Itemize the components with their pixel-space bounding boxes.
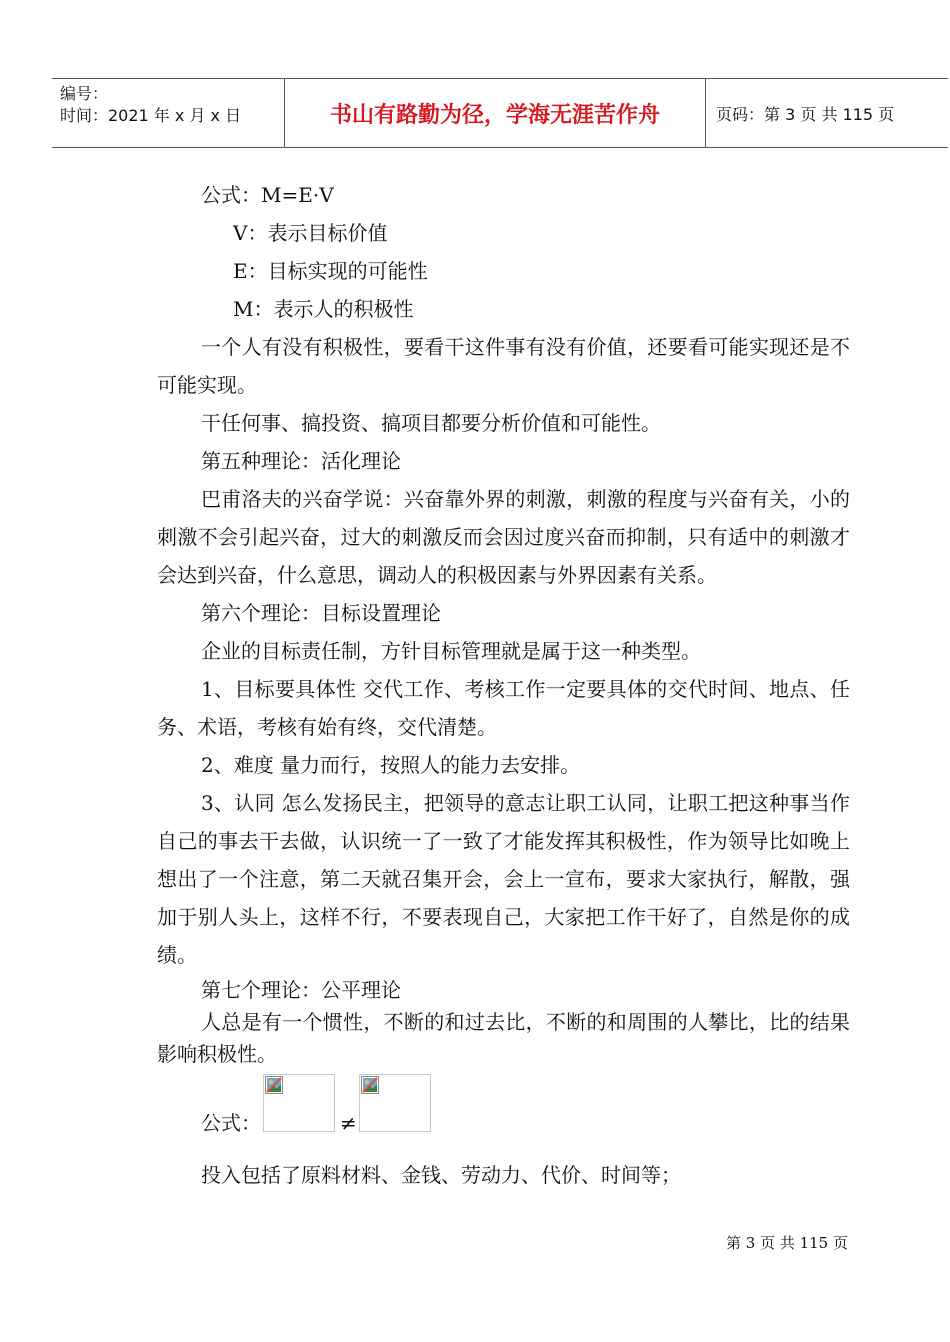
header-motto: 书山有路勤为径，学海无涯苦作舟	[285, 79, 706, 147]
formula-image-placeholder	[263, 1074, 335, 1132]
list-item: 1、目标要具体性 交代工作、考核工作一定要具体的交代时间、地点、任务、术语，考核有始有终，交代清楚。	[157, 677, 850, 739]
header-meta	[52, 79, 285, 147]
paragraph: 企业的目标责任制，方针目标管理就是属于这一种类型。	[201, 639, 701, 663]
formula-mev: 公式：M=E·V	[201, 183, 334, 207]
section-heading: 第五种理论：活化理论	[201, 449, 401, 473]
formula-def-e: E：目标实现的可能性	[233, 259, 428, 283]
paragraph: 干任何事、搞投资、搞项目都要分析价值和可能性。	[201, 411, 661, 435]
list-item: 3、认同 怎么发扬民主，把领导的意志让职工认同，让职工把这种事当作自己的事去干去做，认识统一了一致了才能发挥其积极性，作为领导比如晚上想出了一个注意，第二天就召集开会，会上一宣布，要求大家执行，解散，强加于别人头上，这样不行，不要表现自己，大家把工作干好了，自然是你的成绩。	[157, 791, 850, 967]
document-time-label: 时间：2021 年 x 月 x 日	[60, 106, 242, 125]
broken-image-icon	[361, 1076, 379, 1094]
page-header	[52, 78, 948, 148]
list-item: 2、难度 量力而行，按照人的能力去安排。	[201, 753, 581, 777]
document-body	[157, 176, 850, 1194]
formula-def-v: V：表示目标价值	[233, 221, 388, 245]
header-page-info: 页码：第 3 页 共 115 页	[716, 104, 895, 124]
paragraph: 巴甫洛夫的兴奋学说：兴奋靠外界的刺激，刺激的程度与兴奋有关，小的刺激不会引起兴奋，过大的刺激反而会因过度兴奋而抑制，只有适中的刺激才会达到兴奋，什么意思，调动人的积极因素与外界因素有关系。	[157, 487, 850, 587]
paragraph: 投入包括了原料材料、金钱、劳动力、代价、时间等；	[201, 1163, 681, 1187]
document-number-label: 编号：	[60, 84, 109, 103]
page-footer: 第 3 页 共 115 页	[725, 1234, 848, 1252]
fairness-formula	[201, 1074, 850, 1138]
formula-def-m: M：表示人的积极性	[233, 297, 414, 321]
section-heading: 第七个理论：公平理论	[201, 978, 401, 1002]
paragraph: 一个人有没有积极性，要看干这件事有没有价值，还要看可能实现还是不可能实现。	[157, 335, 850, 397]
not-equal-symbol: ≠	[340, 1111, 357, 1135]
section-heading: 第六个理论：目标设置理论	[201, 601, 441, 625]
paragraph: 人总是有一个惯性，不断的和过去比，不断的和周围的人攀比，比的结果影响积极性。	[157, 1010, 850, 1066]
formula-image-placeholder	[359, 1074, 431, 1132]
broken-image-icon	[265, 1076, 283, 1094]
formula-label: 公式：	[201, 1111, 261, 1135]
